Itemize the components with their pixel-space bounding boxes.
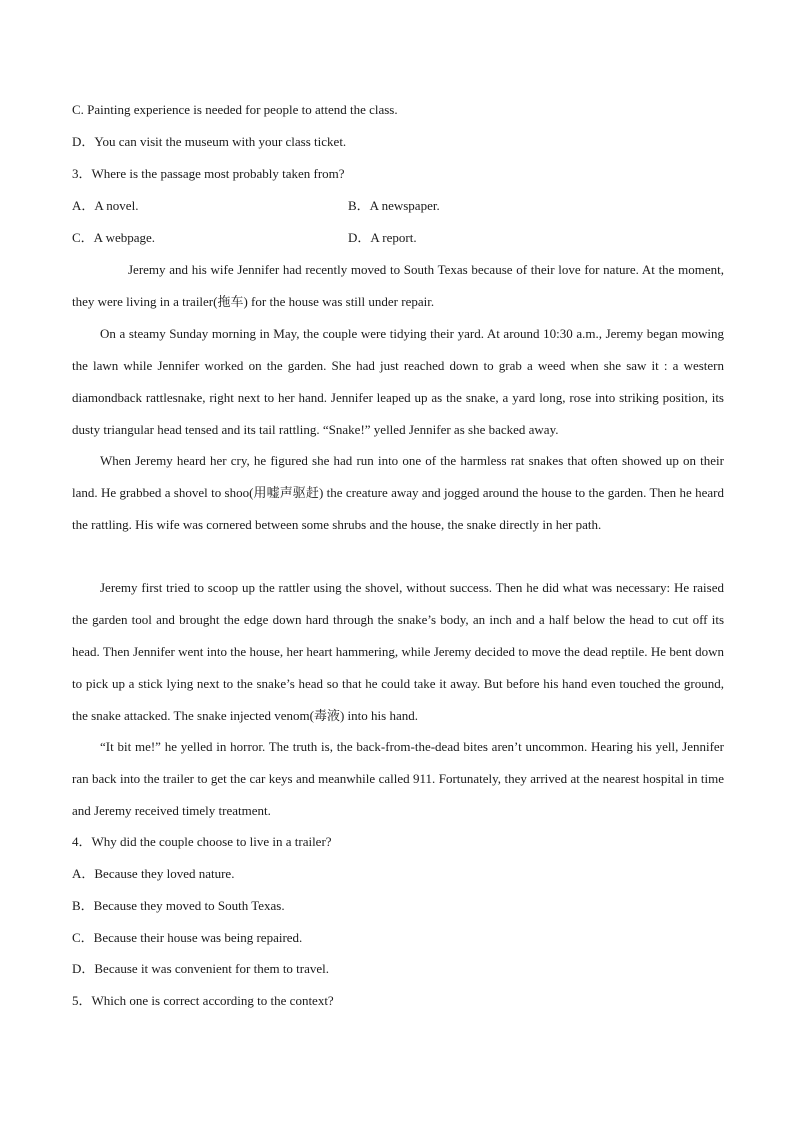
q4-option-b: B．Because they moved to South Texas. — [72, 898, 285, 913]
passage-paragraph-3: When Jeremy heard her cry, he figured she had run into one of the harmless rat snakes that often showed up on their land. He grabbed a shovel to shoo(用嘘声驱赶) the creature away and jogged around the house to the garden. Then he heard the rattling. His wife was cornered between some shrubs and the house, the snake directly in her path. — [72, 453, 724, 532]
q2-option-c: C. Painting experience is needed for people to attend the class. — [72, 102, 398, 117]
q4-option-c: C．Because their house was being repaired. — [72, 930, 303, 945]
passage-paragraph-2: On a steamy Sunday morning in May, the couple were tidying their yard. At around 10:30 a.m., Jeremy began mowing the lawn while Jennifer worked on the garden. She had just reached down to grab a weed when she saw it : a western diamondback rattlesnake, right next to her hand. Jennifer leaped up as the snake, a yard long, rose into striking position, its dusty triangular head tensed and its tail rattling. “Snake!” yelled Jennifer as she backed away. — [72, 326, 724, 437]
q3-question: 3．Where is the passage most probably taken from? — [72, 166, 345, 181]
passage-paragraph-4: Jeremy first tried to scoop up the rattler using the shovel, without success. Then he did what was necessary: He raised the garden tool and brought the edge down hard through the snake’s body, an inch and a half below the head to cut off its head. Then Jennifer went into the house, her heart hammering, while Jeremy decided to move the dead reptile. He bent down to pick up a stick lying next to the snake’s head so that he could take it away. But before his hand even touched the ground, the snake attacked. The snake injected venom(毒液) into his hand. — [72, 580, 724, 723]
q4-question: 4．Why did the couple choose to live in a trailer? — [72, 834, 332, 849]
q3-option-d: D．A report. — [348, 230, 417, 245]
q4-option-a: A．Because they loved nature. — [72, 866, 235, 881]
passage-paragraph-1: Jeremy and his wife Jennifer had recently moved to South Texas because of their love for nature. At the moment, they were living in a trailer(拖车) for the house was still under repair. — [72, 262, 724, 309]
passage-paragraph-5: “It bit me!” he yelled in horror. The truth is, the back-from-the-dead bites aren’t uncommon. Hearing his yell, Jennifer ran back into the trailer to get the car keys and meanwhile called 911. Fortunately, they arrived at the nearest hospital in time and Jeremy received timely treatment. — [72, 739, 724, 818]
q3-option-b: B．A newspaper. — [348, 198, 440, 213]
q5-question: 5．Which one is correct according to the context? — [72, 993, 334, 1008]
q3-option-a: A．A novel. — [72, 198, 139, 213]
q3-option-c: C．A webpage. — [72, 230, 156, 245]
q4-option-d: D．Because it was convenient for them to travel. — [72, 961, 330, 976]
q2-option-d: D．You can visit the museum with your class ticket. — [72, 134, 347, 149]
